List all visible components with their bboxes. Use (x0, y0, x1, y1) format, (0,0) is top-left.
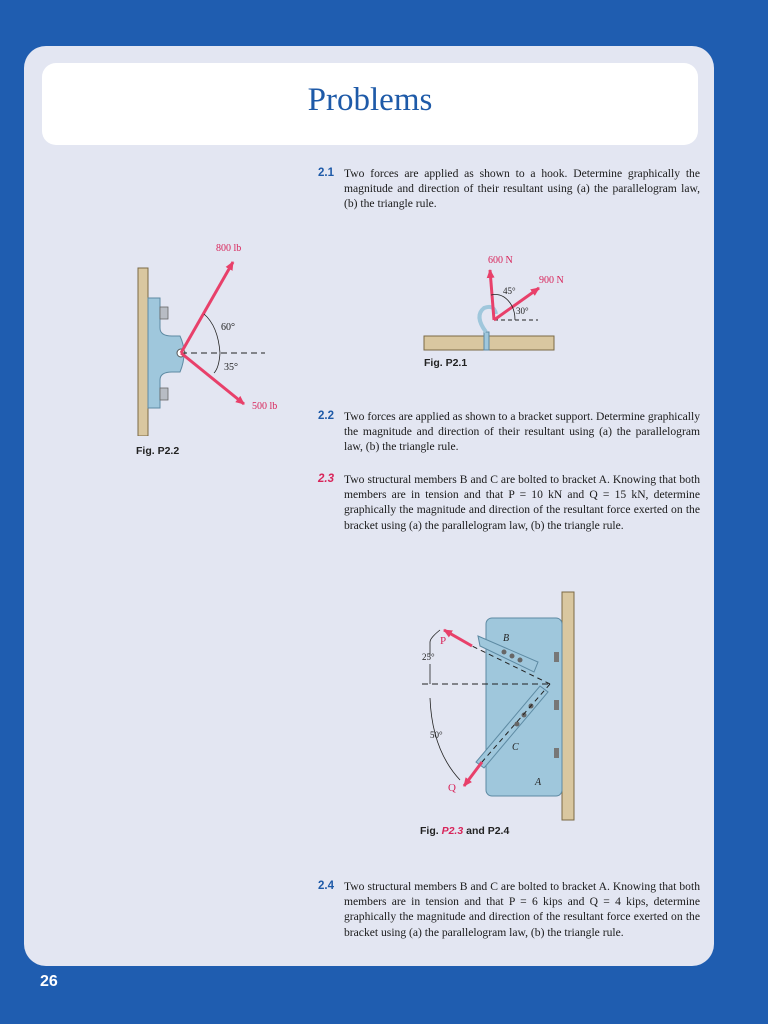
angle-60-label: 60° (221, 322, 235, 333)
bolt (554, 652, 559, 662)
angle-35-label: 35° (224, 362, 238, 373)
fig-p2-3-caption (420, 825, 509, 837)
problem-number: 2.3 (318, 473, 334, 485)
force-900-label: 900 N (539, 275, 564, 286)
fig-p2-1-caption: Fig. P2.1 (424, 357, 468, 369)
bolt (554, 748, 559, 758)
bolt (502, 650, 507, 655)
problem-2-1 (318, 166, 700, 212)
member-b-label: B (503, 633, 510, 644)
angle-arc (214, 353, 220, 373)
bolt (515, 722, 520, 727)
problem-2-2 (318, 409, 700, 455)
wall (562, 592, 574, 820)
bolt (160, 307, 168, 319)
problem-2-3 (318, 472, 700, 533)
bolt (518, 658, 523, 663)
problem-text: Two structural members B and C are bolted to bracket A. Knowing that both members are in tension and that P = 10 kN and Q = 15 kN, determine graphically the magnitude and direction of the resultant force exerted on the bracket using (a) the parallelogram law, (b) the triangle rule. (344, 473, 700, 532)
angle-arc (204, 314, 220, 353)
force-800-label: 800 lb (216, 243, 242, 254)
force-500-label: 500 lb (252, 401, 278, 412)
force-q-arrow (464, 762, 482, 786)
bolt (554, 700, 559, 710)
force-600-label: 600 N (488, 255, 513, 266)
force-p-arrow (444, 630, 472, 646)
page-number: 26 (40, 973, 58, 990)
page-title: Problems (307, 82, 433, 118)
caption-suffix: and P2.4 (463, 825, 510, 837)
hook-shank (484, 332, 489, 350)
fig-p2-2-caption: Fig. P2.2 (136, 445, 180, 457)
problem-text: Two forces are applied as shown to a bracket support. Determine graphically the magnitude and direction of their resultant using (a) the parallelogram law, (b) the triangle rule. (344, 410, 700, 454)
problem-number: 2.4 (318, 880, 334, 892)
figure-p2-2 (120, 236, 290, 436)
angle-25-label: 25° (422, 652, 435, 662)
wall (138, 268, 148, 436)
problem-text: Two forces are applied as shown to a hook. Determine graphically the magnitude and direction of their resultant using (a) the parallelogram law, (b) the triangle rule. (344, 167, 700, 211)
figure-p2-1 (420, 248, 570, 356)
force-800-arrow (181, 262, 233, 353)
bolt (160, 388, 168, 400)
problem-2-4 (318, 879, 700, 940)
force-p-label: P (440, 635, 447, 647)
problem-number: 2.2 (318, 410, 334, 422)
bolt (510, 654, 515, 659)
bracket-a-label: A (535, 777, 542, 788)
angle-50-label: 50° (430, 730, 443, 740)
problem-text: Two structural members B and C are bolted to bracket A. Knowing that both members are in tension and that P = 6 kips and Q = 4 kips, determine graphically the magnitude and direction of the resultant force exerted on the bracket using (a) the parallelogram law, (b) the triangle rule. (344, 880, 700, 939)
angle-arc (430, 630, 440, 642)
problem-number: 2.1 (318, 167, 334, 179)
angle-45-label: 45° (503, 286, 516, 296)
caption-prefix: Fig. (420, 825, 442, 837)
member-c-label: C (512, 742, 519, 753)
force-500-arrow (181, 353, 244, 404)
caption-highlight: P2.3 (441, 825, 464, 837)
figure-p2-3 (410, 590, 580, 822)
angle-30-label: 30° (516, 306, 529, 316)
force-q-label: Q (448, 782, 456, 794)
